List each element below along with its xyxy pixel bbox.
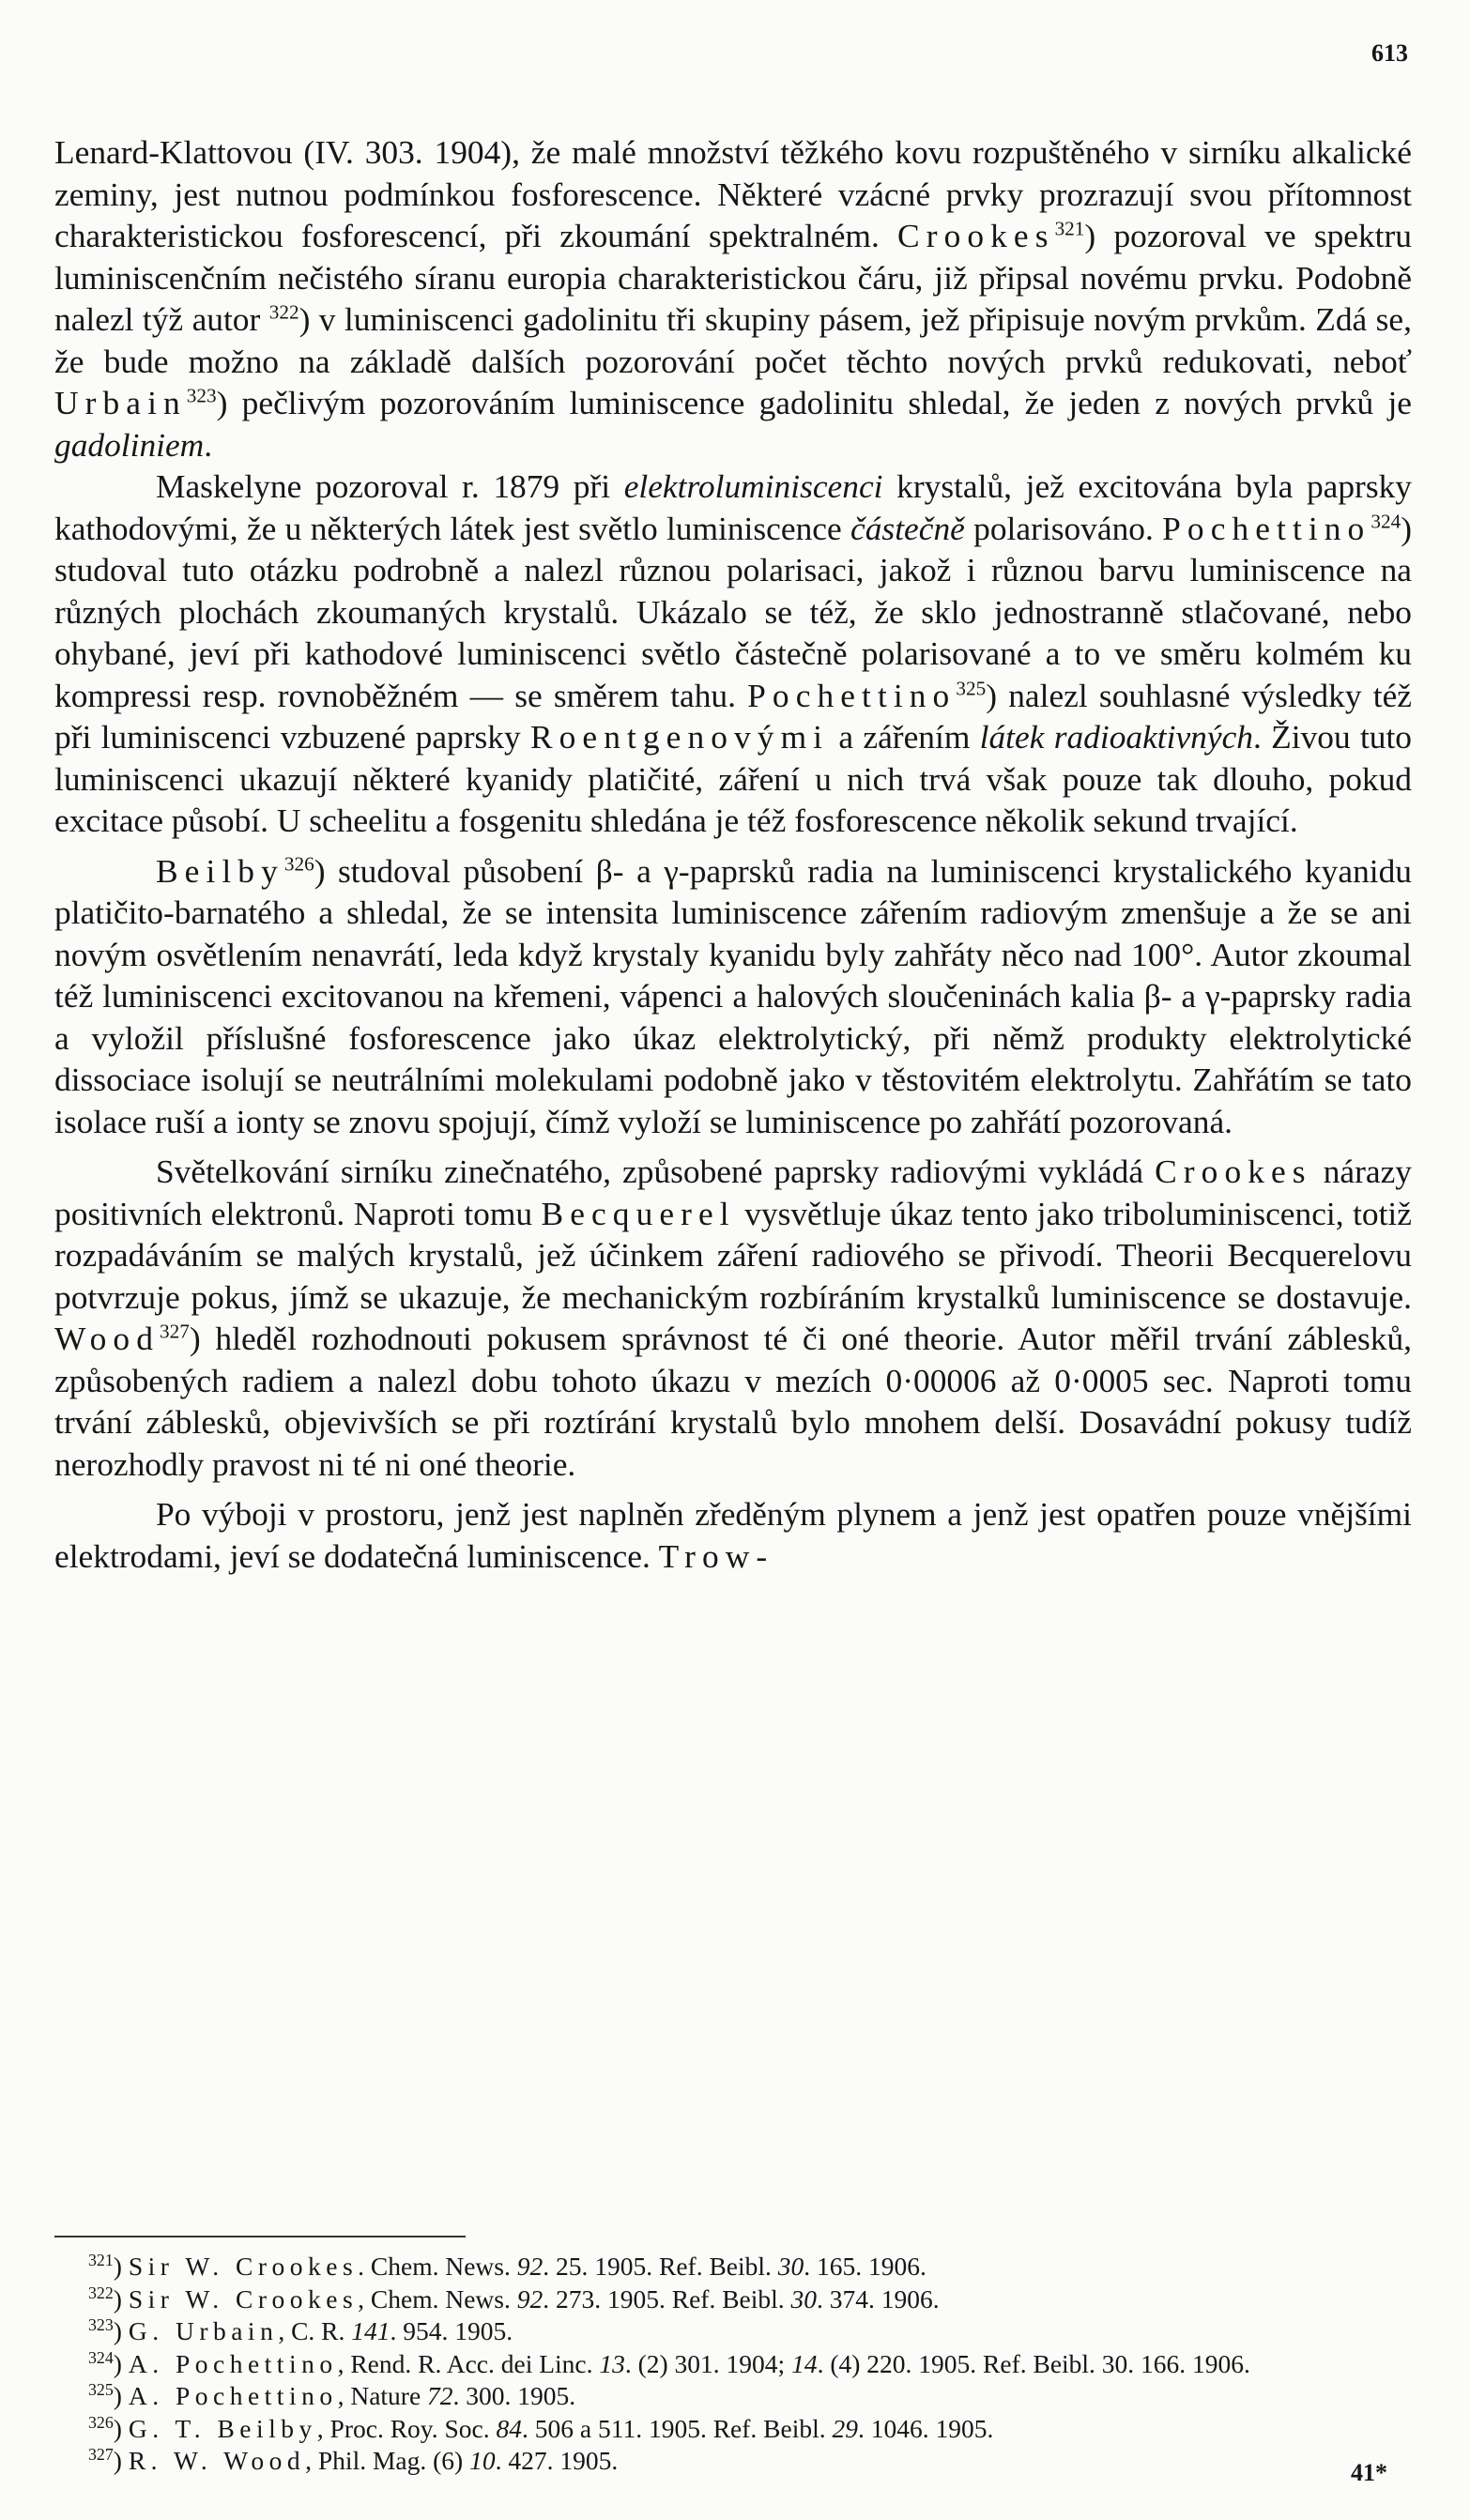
emphasis: částečně (850, 509, 965, 547)
text-run: ) hleděl rozhodnouti pokusem správnost té či oné theorie. Autor měřil trvání záblesků, způsobených radiem a nalezl dobu tohoto úkazu v mezích 0·00006 až 0·0005 sec. Naproti tomu trvání záblesků, objevivších se při roztírání krystalů bylo mnohem delší. Dosavádní pokusy tudíž nerozhodly pravost ni té ni oné theorie. (54, 1320, 1412, 1483)
footnote: $^{325}$) A. Pochettino, Nature 72. 300. 1905. (88, 2380, 576, 2410)
text-run: nárazy positivních elektronů. Naproti tomu (54, 1153, 1412, 1232)
footnote-detail: . (2) 301. 1904; (624, 2348, 792, 2378)
footnote-detail: . 374. 1906. (817, 2283, 940, 2314)
footnote: $^{323}$) G. Urbain, C. R. 141. 954. 1905. (88, 2315, 513, 2345)
text-run: ) studoval tuto otázku podrobně a nalezl různou polarisaci, jakož i různou barvu luminiscence na různých plochách zkoumaných krystalů. Ukázalo se též, že sklo jednostranně stlačované, nebo ohybané, jeví při kathodové luminiscenci světlo částečně polarisované a to ve směru kolmém ku kompressi resp. rovnoběžném — se směrem tahu. (54, 509, 1412, 714)
footnote-volume: 92 (516, 2283, 544, 2314)
text-run: ) v luminiscenci gadolinitu tři skupiny pásem, jež připisuje novým prvkům. Zdá se, že bude možno na základě dalších pozorování počet těchto nových prvků redukovati, neboť (54, 300, 1412, 380)
text-run: ) studoval působení β- a γ-paprsků radia na luminiscenci krystalického kyanidu platičito-barnatého a shledal, že se intensita luminiscence zářením radiovým zmenšuje a že se ani novým osvětlením nenavrátí, leda když krystaly kyanidu byly zahřáty něco nad 100°. Autor zkoumal též luminiscenci excitovanou na křemeni, vápenci a halových sloučeninách kalia β- a γ-paprsky radia a vyložil příslušné fosforescence jako úkaz elektrolytický, při němž produkty elektrolytické dissociace isolují se neutrálními molekulami podobně jako v těstovitém elektrolytu. Zahřátím se tato isolace ruší a ionty se znovu spojují, čímž vyloží se luminiscence po zahřátí pozorovaná. (54, 851, 1412, 1140)
text-run: ) pečlivým pozorováním luminiscence gadolinitu shledal, že jeden z nových prvků je (216, 384, 1412, 421)
page-number: 613 (1371, 39, 1408, 67)
paragraph-3 (54, 850, 1412, 1143)
footnote-volume: 29 (832, 2413, 858, 2443)
footnote: $^{326}$) G. T. Beilby, Proc. Roy. Soc. 84. 506 a 511. 1905. Ref. Beibl. 29. 1046. 1905. (88, 2412, 994, 2443)
text-run: ) pozoroval ve spektru luminiscenčním nečistého síranu europia charakteristickou čáru, již připsal novému prvku. Podobně nalezl týž autor (54, 217, 1412, 338)
author-name: Becquerel (541, 1194, 736, 1232)
footnote-number: 327 (88, 2445, 114, 2465)
author-name: Wood (54, 1320, 160, 1357)
text-run: . Živou tuto luminiscenci ukazují některé kyanidy platičité, záření u nich trvá však pouze tak dlouho, pokud excitace působí. U scheelitu a fosgenitu shledána je též fosforescence několik sekund trvající. (54, 718, 1412, 839)
footnote-volume: 13 (599, 2348, 625, 2378)
footnote-author: A. Pochettino (128, 2348, 338, 2378)
footnote-author: A. Pochettino (128, 2381, 338, 2410)
footnote-volume: 30 (777, 2252, 804, 2281)
footnote-author: R. W. Wood (128, 2446, 306, 2475)
author-name: Crookes (897, 217, 1055, 254)
footnote-ref: 327 (159, 1320, 190, 1343)
body-text (54, 131, 1412, 1577)
emphasis: látek radioaktivných (979, 718, 1253, 756)
author-name: Crookes (1155, 1153, 1312, 1190)
signature-mark: 41* (1351, 2459, 1387, 2486)
footnote-detail: . (4) 220. 1905. Ref. Beibl. 30. 166. 1906. (817, 2348, 1250, 2378)
footnote-author: Sir W. Crookes (128, 2283, 359, 2314)
text-run: . (204, 425, 213, 464)
footnote-volume: 14 (791, 2348, 818, 2378)
footnote-volume: 72 (427, 2381, 453, 2410)
text-run: Po výboji v prostoru, jenž jest naplněn zředěným plynem a jenž jest opatřen pouze vnějšími elektrodami, jeví se dodatečná luminiscence. (54, 1495, 1412, 1575)
text-run: krystalů, jež excitována byla paprsky kathodovými, že u některých látek jest světlo luminiscence (54, 467, 1413, 547)
paragraph-1 (54, 131, 1412, 466)
footnote-author: G. Urbain (128, 2316, 279, 2345)
author-name: Beilby (156, 851, 284, 890)
author-name: Urbain (54, 384, 187, 421)
footnote-detail: . 954. 1905. (390, 2316, 513, 2345)
footnote-detail: . 1046. 1905. (858, 2413, 994, 2443)
footnote-ref: 324 (1370, 509, 1401, 532)
footnote-number: 326 (88, 2412, 114, 2432)
footnote-source: C. R. (291, 2316, 352, 2345)
footnote-volume: 92 (516, 2252, 544, 2281)
footnote-separator: , (316, 2413, 330, 2443)
text-run: Maskelyne pozoroval r. 1879 při (156, 467, 624, 505)
footnote-number: 325 (88, 2380, 114, 2400)
author-name: Pochettino (1162, 509, 1371, 547)
footnote-number: 324 (88, 2347, 114, 2367)
emphasis: elektroluminiscenci (623, 467, 883, 505)
paragraph-4 (54, 1151, 1412, 1485)
paragraph-5 (54, 1493, 1412, 1577)
footnote-ref: 321 (1054, 217, 1085, 240)
footnote-separator: , (278, 2316, 292, 2345)
text-run: Lenard-Klattovou (IV. 303. 1904), že malé množství těžkého kovu rozpuštěného v sirníku alkalické zeminy, jest nutnou podmínkou fosforescence. Některé vzácné prvky prozrazují svou přítomnost charakteristickou fosforescencí, při zkoumání spektralném. (54, 133, 1412, 254)
footnote-volume: 30 (790, 2283, 818, 2314)
footnote-source: Proc. Roy. Soc. (329, 2413, 497, 2443)
footnote-volume: 10 (469, 2446, 496, 2475)
footnote-volume: 84 (496, 2413, 523, 2443)
footnote-detail: . 427. 1905. (495, 2446, 619, 2475)
footnote-source: Phil. Mag. (6) (317, 2446, 470, 2475)
footnote-source: Nature (350, 2381, 428, 2410)
footnote-volume: 141 (351, 2316, 390, 2345)
footnote: $^{327}$) R. W. Wood, Phil. Mag. (6) 10. 427. 1905. (88, 2445, 619, 2475)
footnote-separator: , (337, 2381, 351, 2410)
footnote-ref: 325 (956, 676, 987, 699)
text-run: vysvětluje úkaz tento jako triboluminiscenci, totiž rozpadáváním se malých krystalů, jež účinkem záření radiového se přivodí. Theorii Becquerelovu potvrzuje pokus, jímž se ukazuje, že mechanickým rozbíráním krystalků luminiscence se dostavuje. (54, 1194, 1412, 1316)
footnote: $^{324}$) A. Pochettino, Rend. R. Acc. dei Linc. 13. (2) 301. 1904; 14. (4) 220. 1905. Ref. Beibl. 30. 166. 1906. (88, 2347, 1250, 2378)
footnote-separator: , (358, 2283, 371, 2314)
footnote-number: 321 (88, 2251, 114, 2270)
footnote-ref: 323 (186, 384, 217, 407)
footnote-author: Sir W. Crookes (128, 2252, 359, 2281)
footnote-detail: . 165. 1906. (804, 2252, 926, 2281)
footnote-ref: 326 (283, 851, 314, 875)
footnote-separator: , (337, 2348, 351, 2378)
footnote-number: 322 (88, 2283, 114, 2302)
text-run: ) nalezl souhlasné výsledky též při luminiscenci vzbuzené paprsky (54, 676, 1412, 756)
footnote-source: Chem. News. (370, 2252, 517, 2281)
text-run: polarisováno. (964, 509, 1163, 547)
footnote-separator: , (305, 2446, 318, 2475)
footnote-author: G. T. Beilby (128, 2413, 317, 2443)
footnotes (54, 2251, 1412, 2478)
author-name: Trow- (658, 1536, 774, 1575)
footnote: $^{321}$) Sir W. Crookes. Chem. News. 92. 25. 1905. Ref. Beibl. 30. 165. 1906. (88, 2251, 926, 2281)
author-name: Roentgenovými (529, 718, 830, 756)
text-run: Světelkování sirníku zinečnatého, způsobené paprsky radiovými vykládá (156, 1153, 1156, 1190)
paragraph-2 (54, 466, 1412, 842)
footnote-source: Rend. R. Acc. dei Linc. (350, 2348, 600, 2378)
text-run: a zářením (829, 718, 980, 756)
footnote-detail: . 273. 1905. Ref. Beibl. (543, 2283, 791, 2314)
emphasis: gadoliniem (54, 425, 205, 464)
footnote-ref: 322 (268, 300, 299, 324)
footnote-detail: . 300. 1905. (452, 2381, 576, 2410)
footnote-detail: . 506 a 511. 1905. Ref. Beibl. (522, 2413, 833, 2443)
footnote-detail: . 25. 1905. Ref. Beibl. (543, 2252, 778, 2281)
footnote-separator: . (358, 2252, 371, 2281)
author-name: Pochettino (747, 676, 957, 714)
footnote: $^{322}$) Sir W. Crookes, Chem. News. 92. 273. 1905. Ref. Beibl. 30. 374. 1906. (88, 2283, 940, 2314)
footnote-number: 323 (88, 2315, 114, 2335)
footnote-source: Chem. News. (370, 2283, 517, 2314)
footnote-divider (54, 2236, 466, 2237)
